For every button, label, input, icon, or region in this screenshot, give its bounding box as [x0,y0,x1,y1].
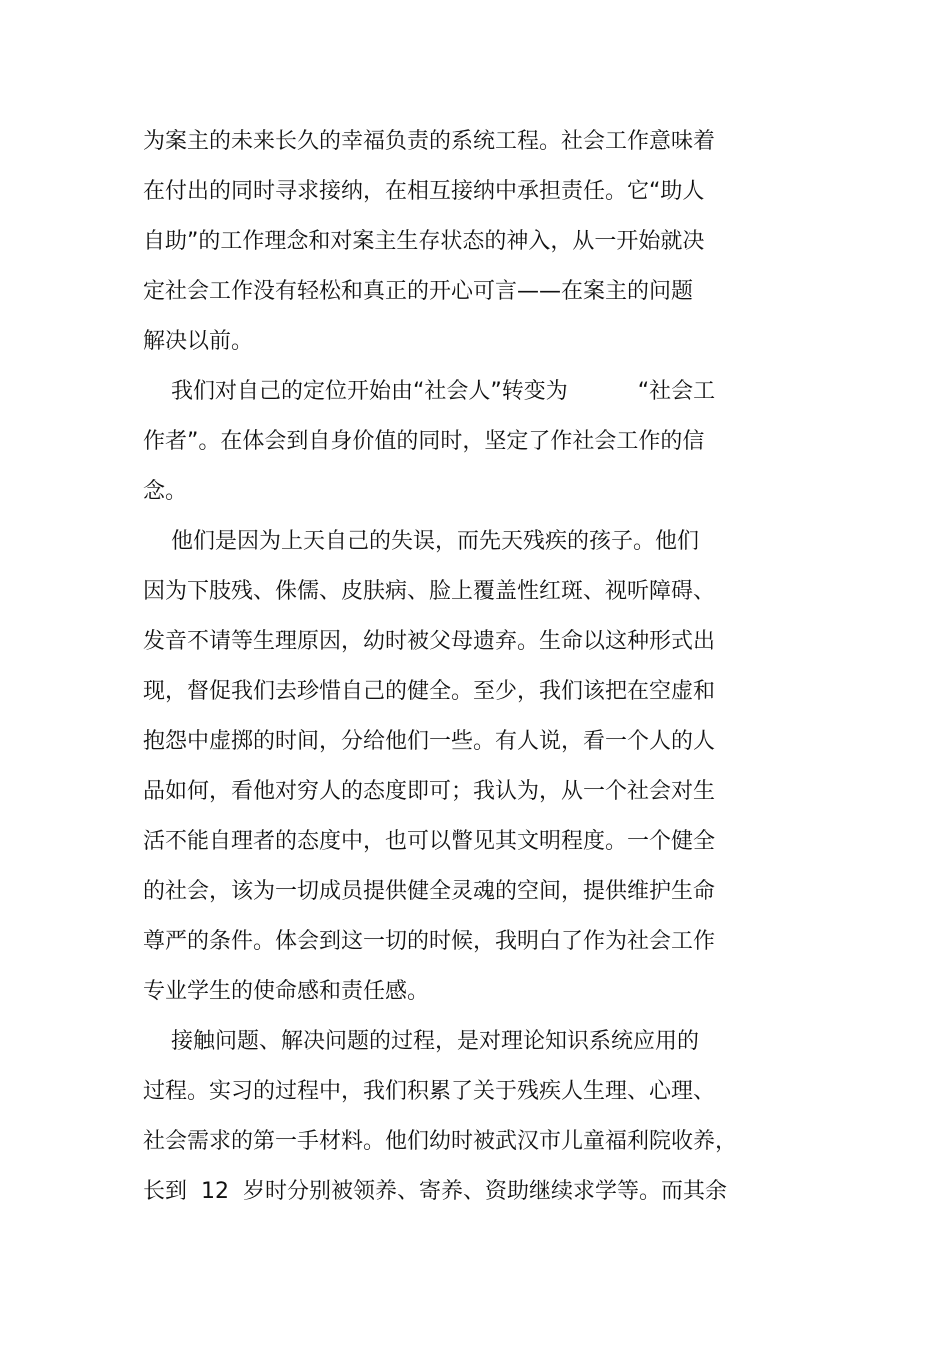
text-line: 品如何，看他对穷人的态度即可；我认为，从一个社会对生 [143,779,716,804]
text-line: 因为下肢残、侏儒、皮肤病、脸上覆盖性红斑、视听障碍、 [143,579,716,604]
text-line: 解决以前。 [143,329,254,354]
text-line: 现，督促我们去珍惜自己的健全。至少，我们该把在空虚和 [143,679,716,704]
text-line: 社会需求的第一手材料。他们幼时被武汉市儿童福利院收养， [143,1129,738,1154]
text-line: 自助”的工作理念和对案主生存状态的神入，从一开始就决 [143,229,705,254]
text-line: 长到 12 岁时分别被领养、寄养、资助继续求学等。而其余 [143,1179,727,1204]
text-line: 在付出的同时寻求接纳，在相互接纳中承担责任。它“助人 [143,179,705,204]
text-line: 我们对自己的定位开始由“社会人”转变为 “社会工 [143,379,716,404]
text-line: 他们是因为上天自己的失误，而先天残疾的孩子。他们 [143,529,699,554]
text-line: 尊严的条件。体会到这一切的时候，我明白了作为社会工作 [143,929,716,954]
text-line: 活不能自理者的态度中，也可以瞥见其文明程度。一个健全 [143,829,716,854]
text-line: 念。 [143,479,188,504]
text-line: 的社会，该为一切成员提供健全灵魂的空间，提供维护生命 [143,879,716,904]
text-line: 为案主的未来长久的幸福负责的系统工程。社会工作意味着 [143,129,716,154]
text-line: 定社会工作没有轻松和真正的开心可言——在案主的问题 [143,279,694,304]
text-line: 作者”。在体会到自身价值的同时，坚定了作社会工作的信 [143,429,705,454]
text-line: 专业学生的使命感和责任感。 [143,979,430,1004]
text-line: 发音不请等生理原因，幼时被父母遗弃。生命以这种形式出 [143,629,716,654]
text-line: 接触问题、解决问题的过程，是对理论知识系统应用的 [143,1029,699,1054]
text-line: 抱怨中虚掷的时间，分给他们一些。有人说，看一个人的人 [143,729,716,754]
text-line: 过程。实习的过程中，我们积累了关于残疾人生理、心理、 [143,1079,716,1104]
